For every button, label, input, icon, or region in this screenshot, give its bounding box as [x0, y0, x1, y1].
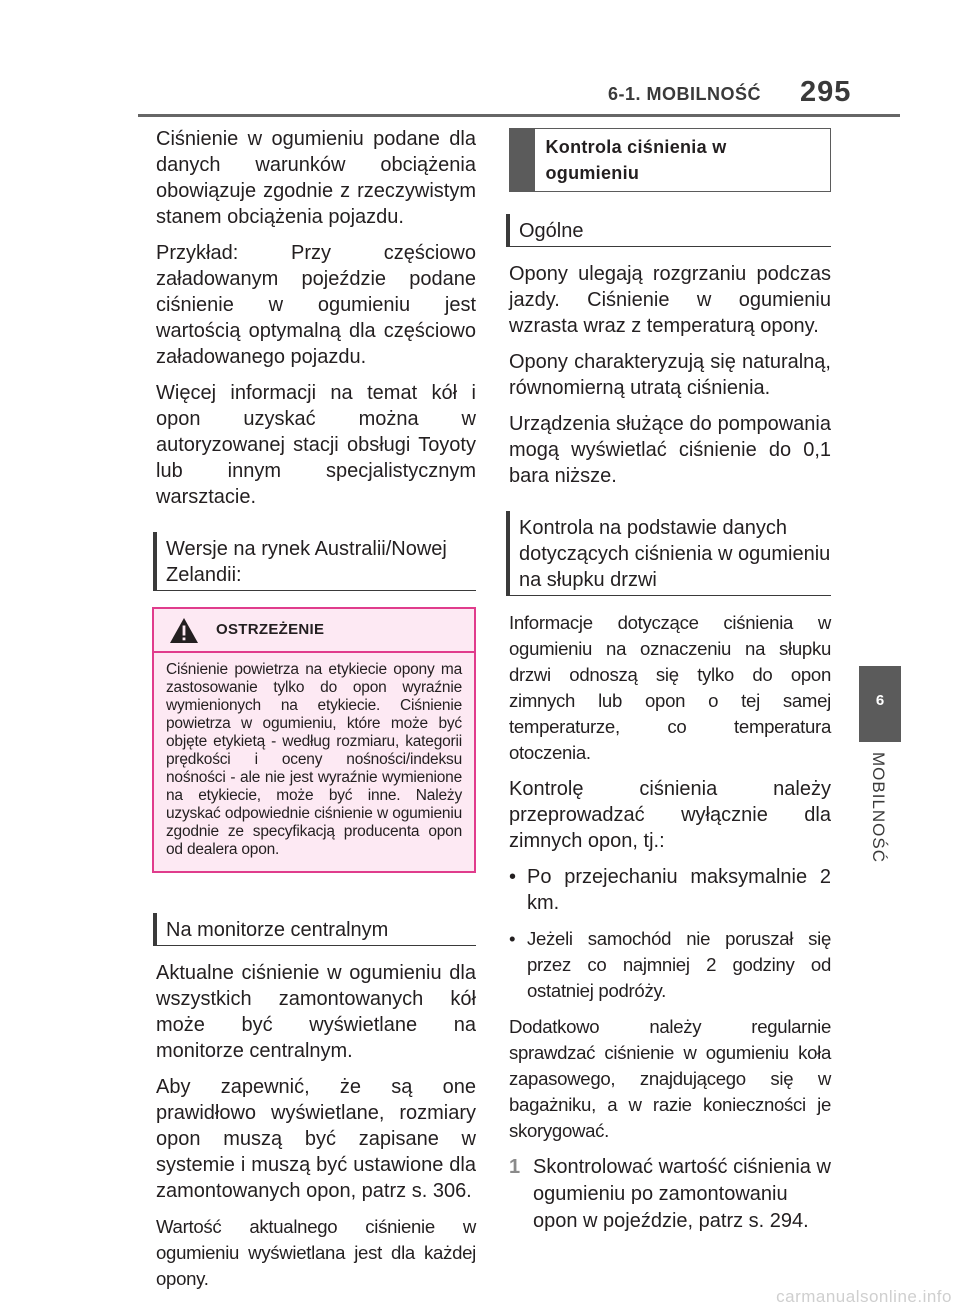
paragraph: Przykład: Przy częściowo załadowanym pojeździe podane ciśnienie w ogumieniu jest wartością optymalną dla częściowo załadowanego pojazdu.: [156, 242, 476, 368]
warning-text: Ciśnienie powietrza na etykiecie opony ma zastosowanie tylko do opon wyraźnie wymienionych na etykiecie. Ciśnienie powietrza w ogumieniu, które może być objęte etykietą - według rozmiaru, kategorii prędkości i oceny nośności/indeksu nośności - ale nie jest wyraźnie wymienione na etykiecie, może być inne. Należy uzyskać odpowiednie ciśnienie w ogumieniu zgodnie ze specyfikacją producenta opon od dealera opon.: [166, 661, 462, 858]
section-heading-box: [509, 128, 831, 192]
list-item: [509, 864, 831, 916]
paragraph: Dodatkowo należy regularnie sprawdzać ciśnienie w ogumieniu koła zapasowego, znajdującego się w bagażniku, a w razie konieczności je skorygować.: [509, 1016, 831, 1141]
subheading-door-pillar: Kontrola na podstawie danych dotyczących ciśnienia w ogumieniu na słupku drzwi: [506, 511, 831, 596]
paragraph: Ciśnienie w ogumieniu podane dla danych warunków obciążenia obowiązuje zgodnie z rzeczywistym stanem obciążenia pojazdu.: [156, 128, 476, 228]
list-item-text: Jeżeli samochód nie poruszał się przez co najmniej 2 godziny od ostatniej podróży.: [527, 928, 831, 1001]
list-item-text: Po przejechaniu maksymalnie 2 km.: [527, 866, 831, 914]
paragraph: Urządzenia służące do pompowania mogą wyświetlać ciśnienie do 0,1 bara niższe.: [509, 413, 831, 487]
subheading-australia: Wersje na rynek Australii/Nowej Zelandii:: [153, 532, 476, 591]
section-heading: Kontrola ciśnienia w ogumieniu: [545, 137, 727, 183]
paragraph: Wartość aktualnego ciśnienie w ogumieniu wyświetlana jest dla każdej opony.: [156, 1216, 476, 1289]
header-divider: [138, 114, 900, 117]
paragraph: Więcej informacji na temat kół i opon uzyskać można w autoryzowanej stacji obsługi Toyoty lub innym specjalistycznym warsztacie.: [156, 382, 476, 508]
paragraph: Informacje dotyczące ciśnienia w ogumieniu na oznaczeniu na słupku drzwi odnoszą się tylko do opon zimnych lub opon o tej samej temperaturze, co temperatura otoczenia.: [509, 612, 831, 763]
paragraph: Opony charakteryzują się naturalną, równomierną utratą ciśnienia.: [509, 351, 831, 399]
left-column: [156, 126, 476, 1302]
chapter-tab[interactable]: [859, 666, 901, 742]
step-number: 1: [509, 1156, 521, 1178]
step-item: [509, 1154, 831, 1235]
page-number: 295: [800, 76, 852, 108]
paragraph: Aktualne ciśnienie w ogumieniu dla wszystkich zamontowanych kół może być wyświetlane na monitorze centralnym.: [156, 962, 476, 1062]
warning-header: [154, 609, 474, 653]
bullet-marker: •: [509, 866, 517, 888]
paragraph: Opony ulegają rozgrzaniu podczas jazdy. Ciśnienie w ogumieniu wzrasta wraz z temperaturą opony.: [509, 263, 831, 337]
paragraph: Aby zapewnić, że są one prawidłowo wyświetlane, rozmiary opon muszą być zapisane w systemie i muszą być ustawione dla zamontowanych opon, patrz s. 306.: [156, 1076, 476, 1202]
paragraph: Kontrolę ciśnienia należy przeprowadzać wyłącznie dla zimnych opon, tj.:: [509, 778, 831, 852]
watermark: carmanualsonline.info: [776, 1287, 952, 1306]
warning-title: OSTRZEŻENIE: [216, 621, 325, 638]
section-title: 6-1. MOBILNOŚĆ: [608, 84, 762, 104]
section-heading-bar: [510, 129, 535, 191]
warning-icon: [169, 617, 199, 644]
subheading-central-monitor: Na monitorze centralnym: [153, 913, 476, 946]
bullet-marker: •: [509, 928, 516, 949]
right-column: [509, 126, 831, 1235]
chapter-label: MOBILNOŚĆ: [869, 752, 888, 864]
warning-box: [152, 607, 476, 873]
list-item: [509, 926, 831, 1004]
chapter-number: 6: [875, 692, 885, 709]
subheading-general: Ogólne: [506, 214, 831, 247]
step-text: Skontrolować wartość ciśnienia w ogumieniu po zamontowaniu opon w pojeździe, patrz s. 294.: [533, 1156, 831, 1232]
